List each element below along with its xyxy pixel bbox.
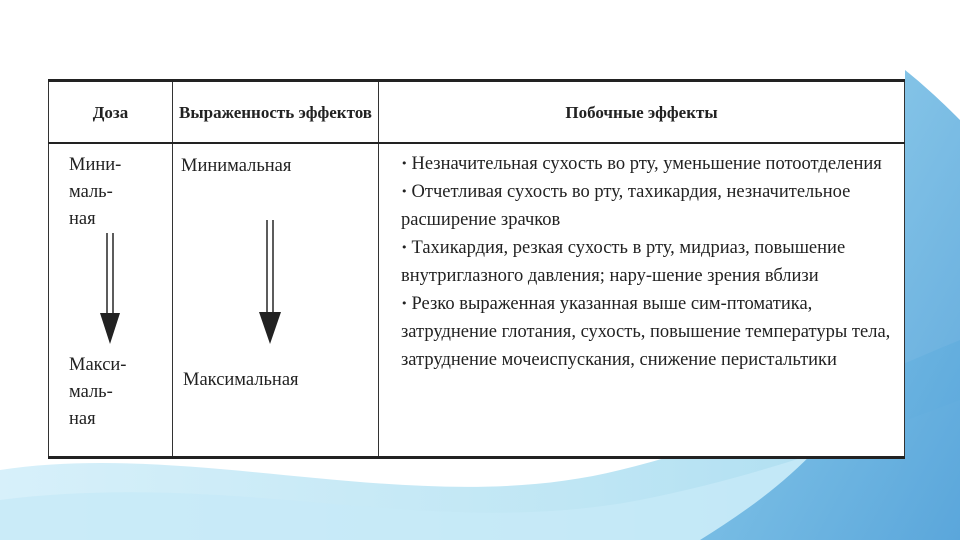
expressiveness-maximal-label: Максимальная: [183, 370, 299, 390]
side-effects-table-container: [48, 79, 905, 459]
dose-minimal-line: Мини-: [69, 155, 122, 175]
header-expressiveness: Выраженность эффектов: [173, 81, 379, 144]
dose-minimal-label: [69, 152, 121, 233]
side-effect-item: [401, 178, 892, 234]
table-row: [49, 143, 905, 458]
expressiveness-cell: [173, 143, 379, 458]
table-header-row: [49, 81, 905, 144]
bullet-icon: •: [401, 185, 408, 198]
side-effects-table: [48, 79, 905, 459]
dose-maximal-label: [69, 352, 126, 433]
expressiveness-minimal-label: Минимальная: [181, 156, 292, 176]
side-effect-item: [401, 234, 892, 290]
side-effect-text: Тахикардия, резкая сухость в рту, мидриаз, повышение внутриглазного давления; нару-шение зрения вблизи: [401, 238, 846, 286]
dose-maximal-line: Макси-: [69, 355, 127, 375]
bullet-icon: •: [401, 297, 408, 310]
side-effect-item: [401, 290, 892, 374]
header-dose: Доза: [49, 81, 173, 144]
side-effect-text: Отчетливая сухость во рту, тахикардия, незначительное расширение зрачков: [401, 182, 851, 230]
side-effect-item: [401, 150, 892, 178]
dose-maximal-line: маль-: [69, 382, 113, 402]
side-effect-text: Резко выраженная указанная выше сим-птоматика, затруднение глотания, сухость, повышение температуры тела, затруднение мочеиспускания, снижение перистальтики: [401, 294, 891, 370]
expressiveness-increase-arrow-icon: [256, 220, 284, 344]
dose-minimal-line: маль-: [69, 182, 113, 202]
dose-minimal-line: ная: [69, 209, 96, 229]
header-side-effects: Побочные эффекты: [379, 81, 905, 144]
dose-cell: [49, 143, 173, 458]
bullet-icon: •: [401, 241, 408, 254]
dose-increase-arrow-icon: [97, 233, 123, 345]
dose-maximal-line: ная: [69, 409, 96, 429]
side-effect-text: Незначительная сухость во рту, уменьшение потоотделения: [411, 154, 882, 174]
bullet-icon: •: [401, 157, 408, 170]
side-effects-cell: [379, 143, 905, 458]
